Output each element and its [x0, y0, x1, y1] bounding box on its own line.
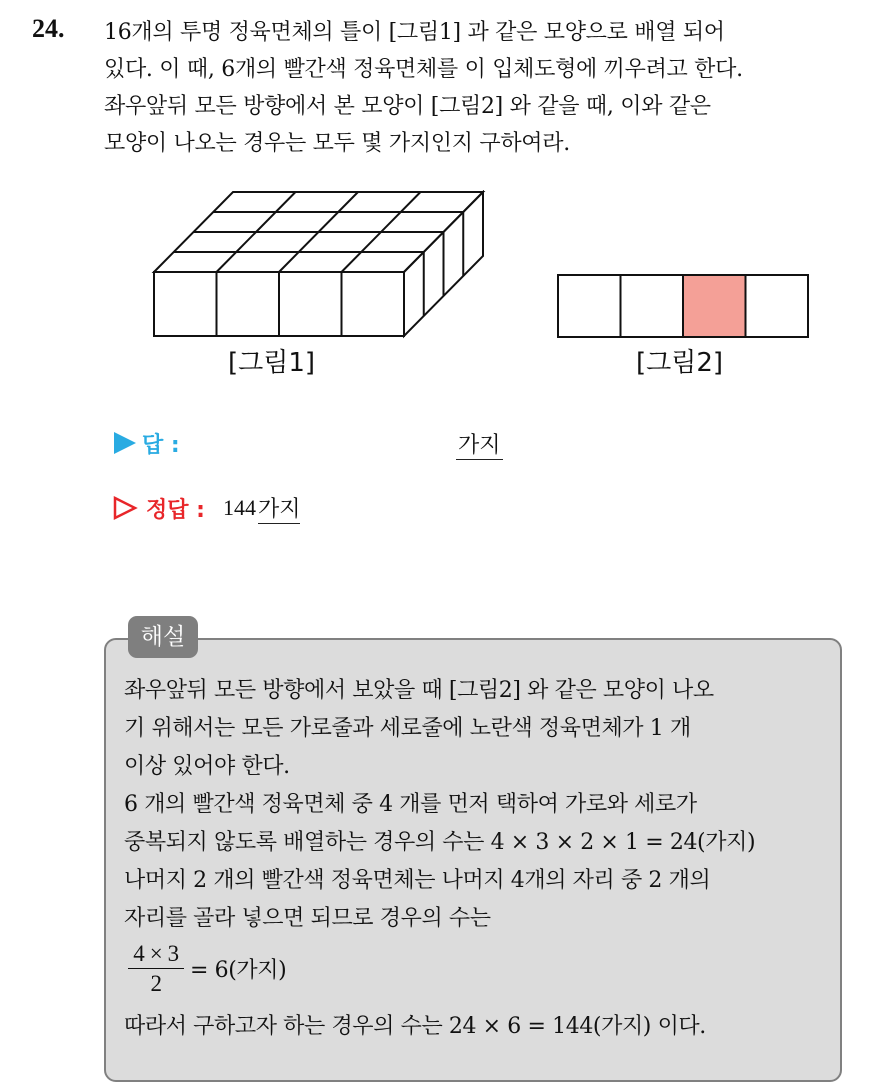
correct-unit: 가지: [258, 492, 301, 524]
correct-answer-row: [112, 492, 300, 524]
solution-line: 자리를 골라 넣으면 되므로 경우의 수는: [124, 906, 491, 931]
filled-triangle-icon: [112, 430, 138, 456]
answer-label: 답 :: [142, 433, 180, 458]
fraction-result: = 6(가지): [190, 958, 287, 983]
question-line: 16개의 투명 정육면체의 틀이 [그림1] 과 같은 모양으로 배열 되어: [104, 20, 725, 45]
fraction-denominator: 2: [150, 971, 162, 996]
answer-row: [112, 428, 532, 459]
solution-line: 좌우앞뒤 모든 방향에서 보았을 때 [그림2] 와 같은 모양이 나오: [124, 678, 714, 703]
solution-tag: 해설: [128, 616, 198, 658]
question-line: 좌우앞뒤 모든 방향에서 본 모양이 [그림2] 와 같을 때, 이와 같은: [104, 94, 711, 119]
strip-cell-empty: [558, 275, 621, 337]
answer-blank[interactable]: [456, 428, 503, 460]
solution-line: 나머지 2 개의 빨간색 정육면체는 나머지 4개의 자리 중 2 개의: [124, 868, 711, 893]
strip-cell-empty: [621, 275, 684, 337]
strip-cell-empty: [746, 275, 809, 337]
cube-arrangement-figure: [150, 190, 490, 340]
solution-line: 6 개의 빨간색 정육면체 중 4 개를 먼저 택하여 가로와 세로가: [124, 792, 697, 817]
question-line: 있다. 이 때, 6개의 빨간색 정육면체를 이 입체도형에 끼우려고 한다.: [104, 57, 743, 82]
correct-value: 144: [222, 495, 256, 520]
solution-line: 기 위해서는 모든 가로줄과 세로줄에 노란색 정육면체가 1 개: [124, 716, 691, 741]
question-line: 모양이 나오는 경우는 모두 몇 가지인지 구하여라.: [104, 131, 570, 156]
solution-final-line: 따라서 구하고자 하는 경우의 수는 24 × 6 = 144(가지) 이다.: [124, 1014, 706, 1039]
question-number: 24.: [32, 14, 65, 43]
question-text: [104, 14, 864, 162]
view-strip-figure: [556, 272, 812, 340]
strip-cell-red: [683, 275, 746, 337]
figure2-caption: [그림2]: [636, 348, 724, 378]
solution-text: [124, 672, 834, 1046]
solution-line: 중복되지 않도록 배열하는 경우의 수는 4 × 3 × 2 × 1 = 24(가지): [124, 830, 756, 855]
figure1-caption: [그림1]: [228, 348, 316, 378]
fraction-numerator: 4 × 3: [128, 940, 184, 969]
fraction: [128, 940, 184, 999]
correct-label: 정답 :: [146, 497, 205, 523]
outline-triangle-icon: [112, 495, 138, 521]
fraction-line: [124, 938, 834, 1008]
solution-line: 이상 있어야 한다.: [124, 754, 290, 779]
answer-unit: 가지: [458, 433, 501, 458]
